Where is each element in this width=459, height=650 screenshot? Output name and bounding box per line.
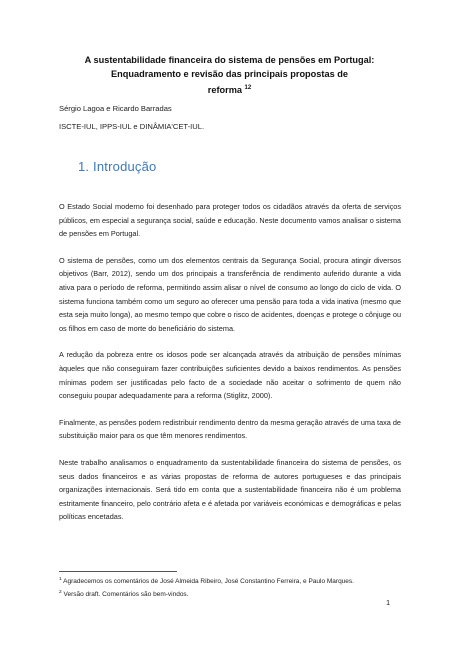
footnote-1-mark: 1	[59, 577, 62, 582]
footnotes	[59, 575, 354, 601]
title-line-2: Enquadramento e revisão das principais propostas de	[111, 69, 348, 79]
title-line-1: A sustentabilidade financeira do sistema de pensões em Portugal:	[84, 55, 375, 65]
document-title	[60, 53, 399, 97]
paragraph-5: Neste trabalho analisamos o enquadramento da sustentabilidade financeira do sistema de pensões, os seus dados financeiros e as várias propostas de reforma de autores portugueses e das principais organizações internacionais. Será tido em conta que a sustentabilidade financeira não é um problema estritamente financeiro, pelo contrário afeta e é afetada por variáveis económicas e demográficas e pelas políticas encetadas.	[59, 457, 401, 522]
title-line-3-text: reforma	[207, 85, 242, 96]
footnote-divider	[59, 571, 177, 572]
footnote-2	[59, 588, 354, 601]
title-footnote-marks: 12	[244, 85, 252, 91]
affiliation: ISCTE-IUL, IPPS-IUL e DINÂMIA'CET-IUL.	[59, 122, 205, 131]
paragraph-3: A redução da pobreza entre os idosos pode ser alcançada através da atribuição de pensões mínimas àqueles que não conseguiram fazer contribuições suficientes devido a baixos rendimentos. As pensões mínimas podem ser justificadas pelo facto de a sociedade não aceitar o sofrimento de quem não conseguiu poupar adequadamente para a reforma (Stiglitz, 2000).	[59, 350, 401, 401]
page-number: 1	[386, 598, 391, 607]
footnote-2-text: Versão draft. Comentários são bem-vindos.	[63, 590, 189, 598]
title-line-3	[60, 81, 399, 97]
authors: Sérgio Lagoa e Ricardo Barradas	[59, 104, 172, 113]
footnote-1-text: Agradecemos os comentários de José Almeida Ribeiro, José Constantino Ferreira, e Paulo Marques.	[63, 578, 354, 586]
footnote-2-mark: 2	[59, 589, 62, 595]
paragraph-1: O Estado Social moderno foi desenhado para proteger todos os cidadãos através da oferta de serviços públicos, em especial a segurança social, saúde e educação. Neste documento vamos analisar o sistema de pensões em Portugal.	[59, 202, 401, 239]
footnote-1	[59, 575, 354, 588]
paragraph-2: O sistema de pensões, como um dos elementos centrais da Segurança Social, procura atingir diversos objetivos (Barr, 2012), sendo um dos principais a transferência de rendimento auferido durante a vida ativa para o período de reforma, permitindo assim alisar o nível de consumo ao longo do ciclo de vida. O sistema funciona também como um seguro ao oferecer uma pensão para toda a vida inativa (mesmo que esta seja muito longa), ao mesmo tempo que cobre o risco de acidentes, doenças e protege o cônjuge ou os filhos em caso de morte do beneficiário do sistema.	[59, 255, 401, 333]
body-text	[59, 200, 401, 537]
paragraph-4: Finalmente, as pensões podem redistribuir rendimento dentro da mesma geração através de uma taxa de substituição maior para os que têm menores rendimentos.	[59, 417, 401, 441]
section-heading: 1. Introdução	[78, 159, 157, 174]
